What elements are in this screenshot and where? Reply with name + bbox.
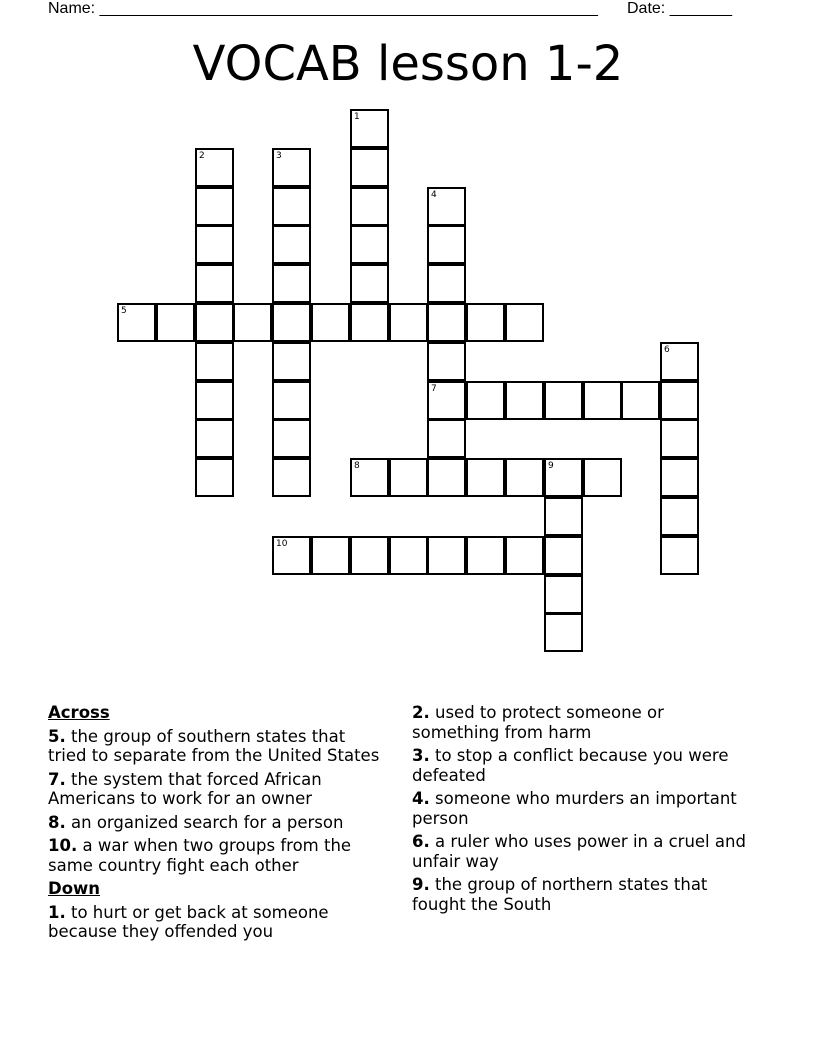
down-clue-4: 4. someone who murders an important person <box>412 789 737 828</box>
crossword-cell[interactable] <box>427 381 466 420</box>
crossword-cell[interactable] <box>544 536 583 575</box>
worksheet-title: VOCAB lesson 1-2 <box>192 36 624 92</box>
crossword-cell[interactable] <box>156 303 195 342</box>
crossword-cell[interactable] <box>466 536 505 575</box>
crossword-cell[interactable] <box>660 419 699 458</box>
crossword-cell[interactable] <box>544 497 583 536</box>
crossword-cell[interactable] <box>544 458 583 497</box>
crossword-cell[interactable] <box>427 303 466 342</box>
crossword-cell[interactable] <box>350 187 389 226</box>
crossword-cell[interactable] <box>466 381 505 420</box>
crossword-cell[interactable] <box>660 536 699 575</box>
crossword-cell[interactable] <box>272 381 311 420</box>
crossword-cell[interactable] <box>272 458 311 497</box>
crossword-cell[interactable] <box>544 613 583 652</box>
crossword-cell[interactable] <box>195 225 234 264</box>
down-clue-2: 2. used to protect someone or something from harm <box>412 703 664 742</box>
clue-number: 10 <box>276 539 288 549</box>
crossword-cell[interactable] <box>195 148 234 187</box>
crossword-cell[interactable] <box>505 303 544 342</box>
crossword-cell[interactable] <box>427 419 466 458</box>
crossword-cell[interactable] <box>350 458 389 497</box>
crossword-cell[interactable] <box>272 536 311 575</box>
crossword-cell[interactable] <box>272 419 311 458</box>
crossword-cell[interactable] <box>505 458 544 497</box>
crossword-cell[interactable] <box>195 381 234 420</box>
crossword-cell[interactable] <box>195 303 234 342</box>
clue-number: 1 <box>354 112 360 122</box>
crossword-cell[interactable] <box>272 225 311 264</box>
across-clue-8: 8. an organized search for a person <box>48 812 344 832</box>
crossword-cell[interactable] <box>505 381 544 420</box>
crossword-cell[interactable] <box>583 458 622 497</box>
crossword-cell[interactable] <box>233 303 272 342</box>
crossword-cell[interactable] <box>117 303 156 342</box>
crossword-cell[interactable] <box>350 536 389 575</box>
crossword-cell[interactable] <box>660 458 699 497</box>
down-clue-6: 6. a ruler who uses power in a cruel and unfair way <box>412 832 746 871</box>
crossword-cell[interactable] <box>427 264 466 303</box>
crossword-cell[interactable] <box>350 264 389 303</box>
crossword-cell[interactable] <box>427 458 466 497</box>
clues-right-column <box>412 703 752 918</box>
down-clue-9: 9. the group of northern states that fought the South <box>412 875 708 914</box>
across-clue-10: 10. a war when two groups from the same country fight each other <box>48 836 352 875</box>
clue-number: 5 <box>121 306 127 316</box>
clues-left-column <box>48 703 388 946</box>
crossword-cell[interactable] <box>544 575 583 614</box>
crossword-cell[interactable] <box>427 342 466 381</box>
crossword-cell[interactable] <box>350 303 389 342</box>
across-clue-5: 5. the group of southern states that tried to separate from the United States <box>48 726 380 765</box>
crossword-cell[interactable] <box>272 148 311 187</box>
down-clue-3: 3. to stop a conflict because you were defeated <box>412 746 729 785</box>
down-heading: Down <box>48 879 101 898</box>
crossword-cell[interactable] <box>272 342 311 381</box>
crossword-cell[interactable] <box>350 225 389 264</box>
crossword-cell[interactable] <box>272 303 311 342</box>
crossword-cell[interactable] <box>466 303 505 342</box>
clue-number: 2 <box>199 151 205 161</box>
name-field-label: Name: ________________________________________________________ <box>48 0 598 17</box>
crossword-cell[interactable] <box>195 187 234 226</box>
crossword-cell[interactable] <box>660 342 699 381</box>
crossword-cell[interactable] <box>660 497 699 536</box>
crossword-cell[interactable] <box>311 536 350 575</box>
clue-number: 6 <box>664 345 670 355</box>
crossword-cell[interactable] <box>195 419 234 458</box>
date-field-label: Date: _______ <box>627 0 732 17</box>
crossword-cell[interactable] <box>427 536 466 575</box>
crossword-cell[interactable] <box>505 536 544 575</box>
clue-number: 7 <box>431 384 437 394</box>
crossword-cell[interactable] <box>427 225 466 264</box>
crossword-cell[interactable] <box>195 264 234 303</box>
crossword-cell[interactable] <box>427 187 466 226</box>
crossword-cell[interactable] <box>350 109 389 148</box>
crossword-cell[interactable] <box>660 381 699 420</box>
crossword-cell[interactable] <box>583 381 622 420</box>
crossword-cell[interactable] <box>272 264 311 303</box>
across-heading: Across <box>48 703 110 722</box>
crossword-cell[interactable] <box>389 458 428 497</box>
clue-number: 8 <box>354 461 360 471</box>
clue-number: 3 <box>276 151 282 161</box>
crossword-cell[interactable] <box>466 458 505 497</box>
crossword-cell[interactable] <box>621 381 660 420</box>
crossword-cell[interactable] <box>195 458 234 497</box>
crossword-cell[interactable] <box>389 536 428 575</box>
across-clue-7: 7. the system that forced African Americans to work for an owner <box>48 769 322 808</box>
clue-number: 4 <box>431 190 437 200</box>
crossword-cell[interactable] <box>272 187 311 226</box>
crossword-cell[interactable] <box>389 303 428 342</box>
crossword-cell[interactable] <box>195 342 234 381</box>
down-clue-1: 1. to hurt or get back at someone because they offended you <box>48 902 329 941</box>
crossword-cell[interactable] <box>311 303 350 342</box>
crossword-cell[interactable] <box>544 381 583 420</box>
crossword-cell[interactable] <box>350 148 389 187</box>
clue-number: 9 <box>548 461 554 471</box>
